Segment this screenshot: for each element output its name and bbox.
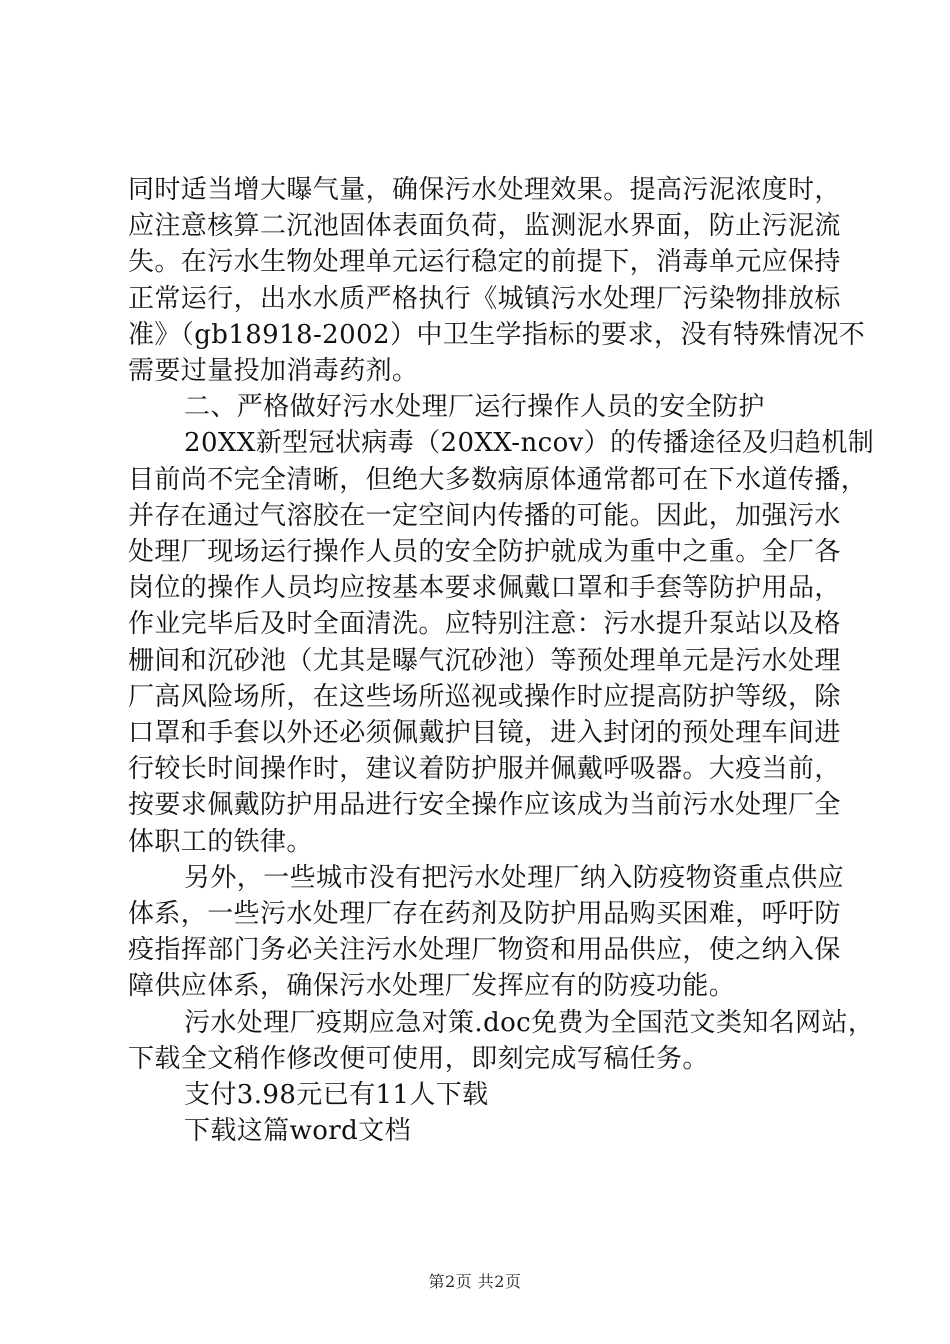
paragraph-2-line-9: 口罩和手套以外还必须佩戴护目镜，进入封闭的预处理车间进 — [128, 718, 841, 749]
paragraph-3-line-2: 体系，一些污水处理厂存在药剂及防护用品购买困难，呼吁防 — [128, 899, 841, 930]
paragraph-4-line-1: 污水处理厂疫期应急对策.doc免费为全国范文类知名网站， — [184, 1007, 875, 1038]
payment-info: 支付3.98元已有11人下载 — [184, 1080, 489, 1111]
paragraph-2-line-2: 目前尚不完全清晰，但绝大多数病原体通常都可在下水道传播， — [128, 464, 868, 495]
paragraph-2-line-11: 按要求佩戴防护用品进行安全操作应该成为当前污水处理厂全 — [128, 790, 841, 821]
paragraph-3-line-3: 疫指挥部门务必关注污水处理厂物资和用品供应，使之纳入保 — [128, 935, 841, 966]
paragraph-4-line-2: 下载全文稍作修改便可使用，即刻完成写稿任务。 — [128, 1043, 709, 1074]
paragraph-2-line-7: 栅间和沉砂池（尤其是曝气沉砂池）等预处理单元是污水处理 — [128, 645, 841, 676]
paragraph-1-line-5: 准》（gb18918-2002）中卫生学指标的要求，没有特殊情况不 — [128, 319, 866, 350]
paragraph-2-line-6: 作业完毕后及时全面清洗。应特别注意：污水提升泵站以及格 — [128, 609, 841, 640]
paragraph-3-line-4: 障供应体系，确保污水处理厂发挥应有的防疫功能。 — [128, 971, 736, 1002]
paragraph-2-line-10: 行较长时间操作时，建议着防护服并佩戴呼吸器。大疫当前， — [128, 754, 841, 785]
paragraph-1-line-2: 应注意核算二沉池固体表面负荷，监测泥水界面，防止污泥流 — [128, 211, 841, 242]
paragraph-1-line-3: 失。在污水生物处理单元运行稳定的前提下，消毒单元应保持 — [128, 247, 841, 278]
paragraph-2-line-1: 20XX新型冠状病毒（20XX-ncov）的传播途径及归趋机制 — [184, 428, 875, 459]
paragraph-1-line-4: 正常运行，出水水质严格执行《城镇污水处理厂污染物排放标 — [128, 283, 841, 314]
paragraph-2-line-5: 岗位的操作人员均应按基本要求佩戴口罩和手套等防护用品， — [128, 573, 841, 604]
page-footer: 第2页 共2页 — [428, 1272, 522, 1291]
paragraph-2-line-3: 并存在通过气溶胶在一定空间内传播的可能。因此，加强污水 — [128, 500, 841, 531]
download-link[interactable]: 下载这篇word文档 — [184, 1116, 411, 1147]
document-body — [128, 172, 875, 1149]
paragraph-1-line-6: 需要过量投加消毒药剂。 — [128, 356, 419, 387]
paragraph-2-line-8: 厂高风险场所，在这些场所巡视或操作时应提高防护等级，除 — [128, 681, 841, 712]
paragraph-2-line-4: 处理厂现场运行操作人员的安全防护就成为重中之重。全厂各 — [128, 537, 841, 568]
paragraph-3-line-1: 另外，一些城市没有把污水处理厂纳入防疫物资重点供应 — [184, 862, 845, 893]
section-heading-2: 二、严格做好污水处理厂运行操作人员的安全防护 — [184, 392, 765, 423]
paragraph-2-line-12: 体职工的铁律。 — [128, 826, 313, 857]
paragraph-1-line-1: 同时适当增大曝气量，确保污水处理效果。提高污泥浓度时， — [128, 175, 841, 205]
